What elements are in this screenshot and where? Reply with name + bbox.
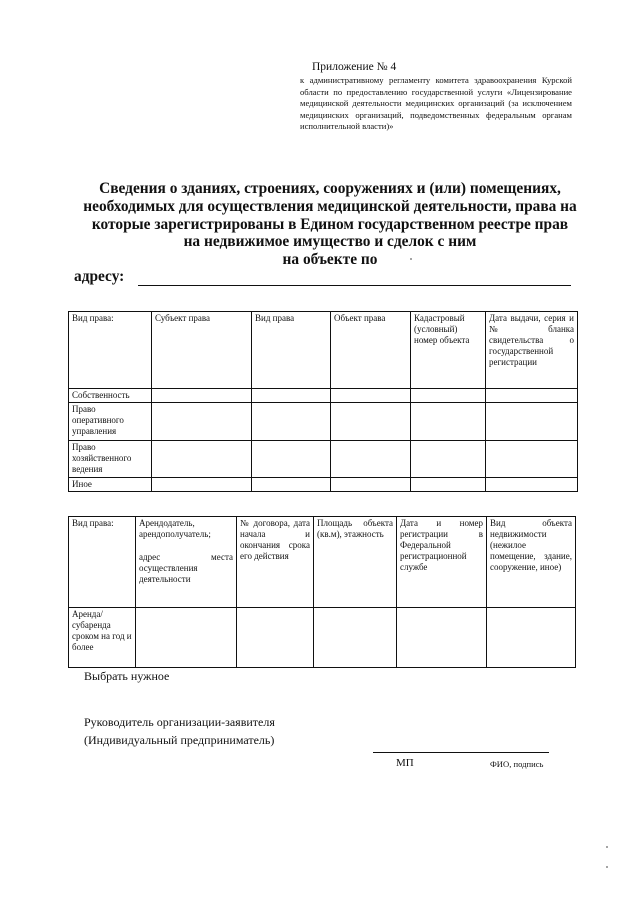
entry-cell[interactable] <box>136 608 237 668</box>
entry-cell[interactable] <box>252 389 331 403</box>
header-cell-part: адрес места осуществления деятельности <box>139 552 233 584</box>
row-label: Собственность <box>69 389 152 403</box>
entry-cell[interactable] <box>252 403 331 441</box>
ownership-rights-table <box>68 311 578 492</box>
title-line: на недвижимое имущество и сделок с ним <box>183 233 477 251</box>
name-signature-label: ФИО, подпись <box>490 759 544 769</box>
entry-cell[interactable] <box>152 478 252 492</box>
scan-speck <box>410 258 412 260</box>
signature-line <box>373 752 549 753</box>
header-cell: Дата и номер регистрации в Федеральной регистрационной службе <box>397 517 487 608</box>
header-cell: Объект права <box>331 312 411 389</box>
row-label: Право оперативного управления <box>69 403 152 441</box>
entry-cell[interactable] <box>411 441 486 478</box>
table-row <box>69 441 578 478</box>
header-cell: Вид объекта недвижимости (нежилое помещение, здание, сооружение, иное) <box>487 517 576 608</box>
title-line: Сведения о зданиях, строениях, сооружениях и (или) помещениях, <box>99 180 561 197</box>
scan-speck <box>606 866 608 868</box>
table-row <box>69 478 578 492</box>
entry-cell[interactable] <box>331 441 411 478</box>
entry-cell[interactable] <box>331 478 411 492</box>
entry-cell[interactable] <box>411 478 486 492</box>
lease-rights-table <box>68 516 576 668</box>
signature-block <box>84 713 275 749</box>
entry-cell[interactable] <box>487 608 576 668</box>
entry-cell[interactable] <box>411 403 486 441</box>
header-cell: Площадь объекта (кв.м), этажность <box>314 517 397 608</box>
entry-cell[interactable] <box>252 478 331 492</box>
header-cell: Вид права: <box>69 517 136 608</box>
address-label: адресу: <box>74 268 125 285</box>
title-line: на объекте по <box>282 251 378 269</box>
table-header-row <box>69 312 578 389</box>
header-cell <box>136 517 237 608</box>
table-row <box>69 608 576 668</box>
address-blank-line <box>138 285 571 286</box>
appendix-block <box>300 62 572 132</box>
entry-cell[interactable] <box>314 608 397 668</box>
entry-cell[interactable] <box>152 403 252 441</box>
signatory-title: Руководитель организации-заявителя <box>84 715 275 729</box>
entry-cell[interactable] <box>486 403 578 441</box>
entry-cell[interactable] <box>252 441 331 478</box>
header-cell: № договора, дата начала и окончания срока его действия <box>237 517 314 608</box>
table-header-row <box>69 517 576 608</box>
entry-cell[interactable] <box>411 389 486 403</box>
table-row <box>69 403 578 441</box>
stamp-label: МП <box>396 757 414 769</box>
header-cell-part: Арендодатель, арендополучатель; <box>139 518 211 539</box>
title-line: необходимых для осуществления медицинской деятельности, права на <box>83 197 577 215</box>
appendix-text: к административному регламенту комитета здравоохранения Курской области по предоставлению государственной услуги «Лицензирование медицинской деятельности медицинских организаций (за исключением медицинских организаций, подведомственных федеральным органам исполнительной власти)» <box>300 75 572 132</box>
entry-cell[interactable] <box>397 608 487 668</box>
entry-cell[interactable] <box>237 608 314 668</box>
entry-cell[interactable] <box>152 389 252 403</box>
entry-cell[interactable] <box>486 478 578 492</box>
row-label: Аренда/ субаренда сроком на год и более <box>69 608 136 668</box>
document-title <box>70 180 590 269</box>
entry-cell[interactable] <box>331 389 411 403</box>
entry-cell[interactable] <box>486 441 578 478</box>
title-line: которые зарегистрированы в Едином государственном реестре прав <box>91 215 569 233</box>
appendix-title: Приложение № 4 <box>312 61 397 73</box>
row-label: Право хозяйственного ведения <box>69 441 152 478</box>
header-cell: Субъект права <box>152 312 252 389</box>
scan-speck <box>606 846 608 848</box>
row-label: Иное <box>69 478 152 492</box>
entry-cell[interactable] <box>486 389 578 403</box>
table-row <box>69 389 578 403</box>
signatory-subtitle: (Индивидуальный предприниматель) <box>84 733 275 747</box>
header-cell: Вид права: <box>69 312 152 389</box>
header-cell: Кадастровый (условный) номер объекта <box>411 312 486 389</box>
entry-cell[interactable] <box>152 441 252 478</box>
header-cell: Вид права <box>252 312 331 389</box>
header-cell: Дата выдачи, серия и № бланка свидетельства о государственной регистрации <box>486 312 578 389</box>
entry-cell[interactable] <box>331 403 411 441</box>
select-note: Выбрать нужное <box>84 669 170 683</box>
